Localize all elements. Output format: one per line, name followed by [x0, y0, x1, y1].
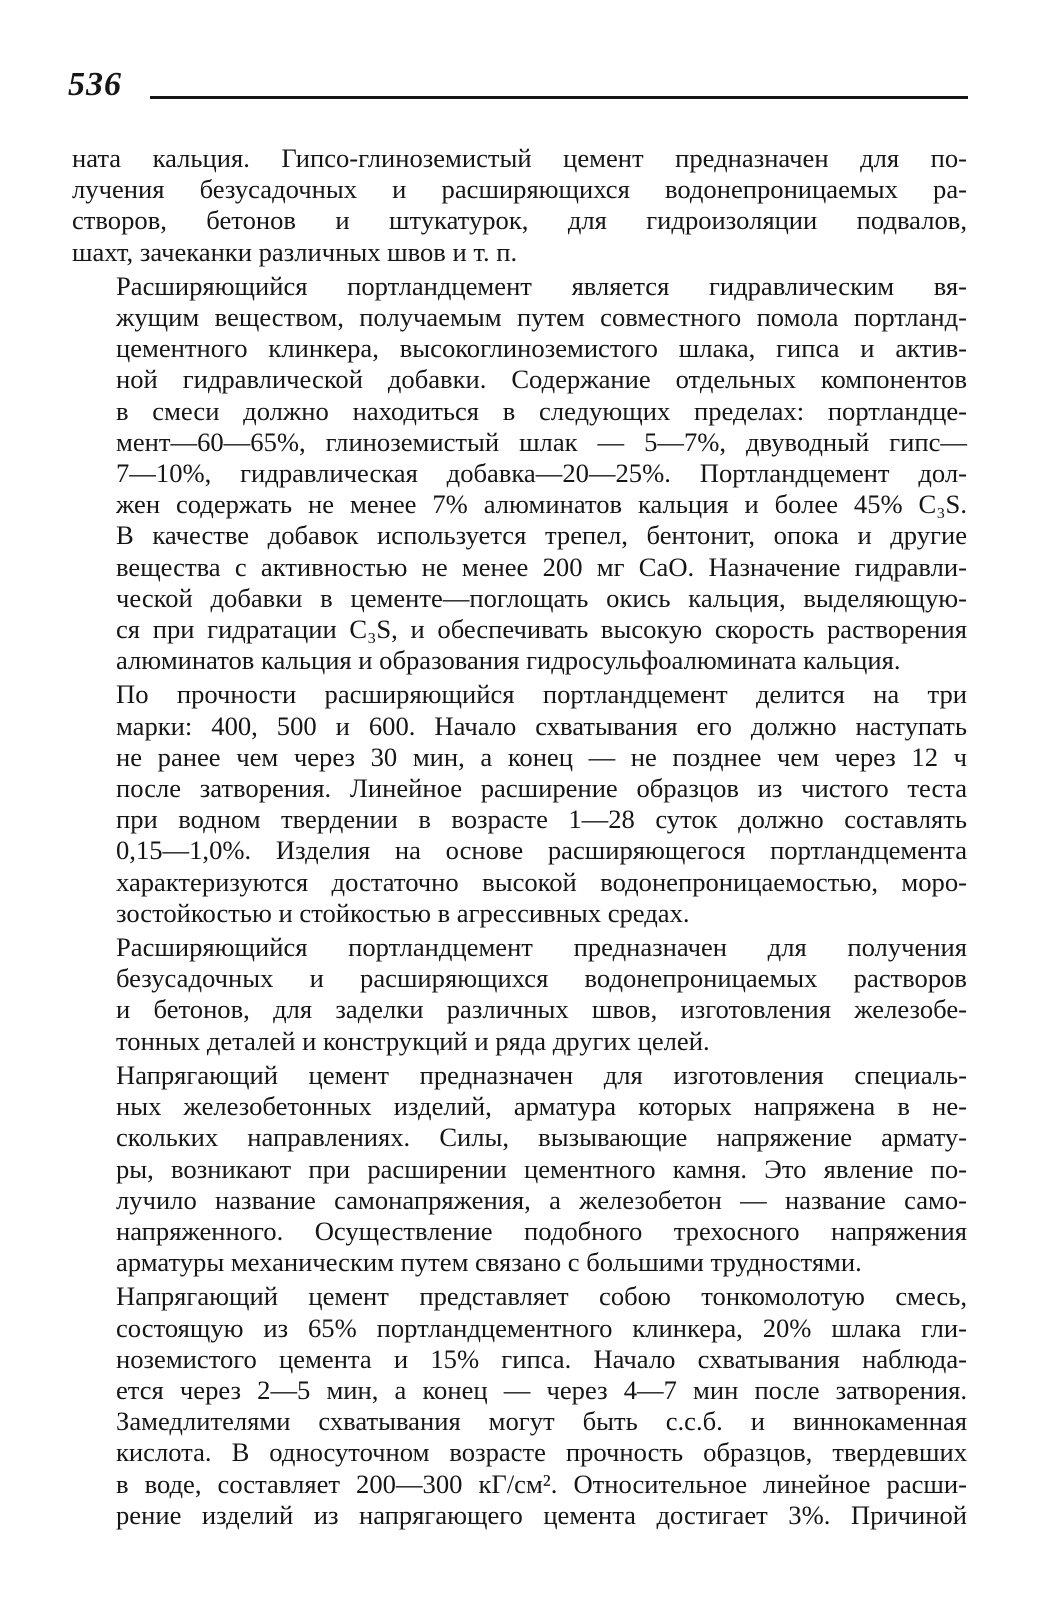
text-line: марки: 400, 500 и 600. Начало схватывания его должно наступать [116, 710, 967, 741]
text-line: ческой добавки в цементе—поглощать окись кальция, выделяющую- [116, 582, 967, 613]
text-line: цементного клинкера, высокоглиноземистого шлака, гипса и актив- [116, 333, 967, 364]
paragraph-stressing-cement-composition [72, 1281, 967, 1531]
text-line: жущим веществом, получаемым путем совместного помола портланд- [116, 302, 967, 333]
text-line: мент—60—65%, глиноземистый шлак — 5—7%, двуводный гипс— [116, 426, 967, 457]
page-header [68, 66, 968, 106]
text-line: створов, бетонов и штукатурок, для гидроизоляции подвалов, [72, 205, 967, 236]
header-rule [150, 96, 968, 99]
text-line: безусадочных и расширяющихся водонепроницаемых растворов [116, 963, 967, 994]
text-line: ната кальция. Гипсо-глиноземистый цемент предназначен для по- [72, 143, 967, 173]
text-line: при водном твердении в возрасте 1—28 суток должно составлять [116, 804, 967, 835]
text-line: Расширяющийся портландцемент предназначен для получения [116, 932, 967, 963]
text-line: в смеси должно находиться в следующих пределах: портландце- [116, 395, 967, 426]
text-line: В качестве добавок используется трепел, бентонит, опока и другие [116, 520, 967, 551]
text-line: в воде, составляет 200—300 кГ/см². Относительное линейное расши- [116, 1468, 967, 1499]
page-body [72, 143, 967, 1531]
text-line: состоящую из 65% портландцементного клинкера, 20% шлака гли- [116, 1312, 967, 1343]
text-line: тонных деталей и конструкций и ряда других целей. [116, 1025, 710, 1056]
text-line: характеризуются достаточно высокой водонепроницаемостью, моро- [116, 866, 967, 897]
text-line: ноземистого цемента и 15% гипса. Начало схватывания наблюда- [116, 1343, 967, 1374]
text-line: 0,15—1,0%. Изделия на основе расширяющегося портландцемента [116, 835, 967, 866]
text-line: зостойкостью и стойкостью в агрессивных средах. [116, 897, 690, 928]
text-line: По прочности расширяющийся портландцемент делится на три [116, 679, 967, 710]
text-line: жен содержать не менее 7% алюминатов кальция и более 45% C₃S. [116, 489, 967, 520]
text-line: напряженного. Осуществление подобного трехосного напряжения [116, 1215, 967, 1246]
text-line: шахт, зачеканки различных швов и т. п. [72, 236, 518, 267]
text-line: не ранее чем через 30 мин, а конец — не позднее чем через 12 ч [116, 741, 967, 772]
page-number: 536 [68, 66, 122, 103]
text-line: ется через 2—5 мин, а конец — через 4—7 мин после затворения. [116, 1374, 967, 1405]
text-line: Расширяющийся портландцемент является гидравлическим вя- [116, 270, 967, 301]
text-line: кислота. В односуточном возрасте прочность образцов, твердевших [116, 1437, 967, 1468]
text-line: Напрягающий цемент представляет собою тонкомолотую смесь, [116, 1281, 967, 1312]
paragraph-expanding-portland-cement [72, 271, 967, 677]
paragraph-gypsum-alumina-cement-use [72, 143, 967, 268]
text-line: алюминатов кальция и образования гидросульфоалюмината кальция. [116, 645, 901, 676]
text-line: лучения безусадочных и расширяющихся водонепроницаемых ра- [72, 174, 967, 205]
text-line: ной гидравлической добавки. Содержание отдельных компонентов [116, 364, 967, 395]
paragraph-expanding-cement-purpose [72, 932, 967, 1057]
paragraph-strength-grades [72, 679, 967, 929]
text-line: Замедлителями схватывания могут быть с.с.б. и виннокаменная [116, 1406, 967, 1437]
paragraph-stressing-cement [72, 1060, 967, 1278]
text-line: после затворения. Линейное расширение образцов из чистого теста [116, 773, 967, 804]
text-line: Напрягающий цемент предназначен для изготовления специаль- [116, 1059, 967, 1090]
text-line: ся при гидратации C₃S, и обеспечивать высокую скорость растворения [116, 614, 967, 645]
text-line: рение изделий из напрягающего цемента достигает 3%. Причиной [116, 1499, 967, 1530]
text-line: лучило название самонапряжения, а железобетон — название само- [116, 1184, 967, 1215]
text-line: вещества с активностью не менее 200 мг CaO. Назначение гидравли- [116, 551, 967, 582]
text-line: скольких направлениях. Силы, вызывающие напряжение армату- [116, 1122, 967, 1153]
text-line: арматуры механическим путем связано с большими трудностями. [116, 1247, 862, 1278]
text-line: и бетонов, для заделки различных швов, изготовления железобе- [116, 994, 967, 1025]
text-line: 7—10%, гидравлическая добавка—20—25%. Портландцемент дол- [116, 458, 967, 489]
text-line: ных железобетонных изделий, арматура которых напряжена в не- [116, 1091, 967, 1122]
text-line: ры, возникают при расширении цементного камня. Это явление по- [116, 1153, 967, 1184]
